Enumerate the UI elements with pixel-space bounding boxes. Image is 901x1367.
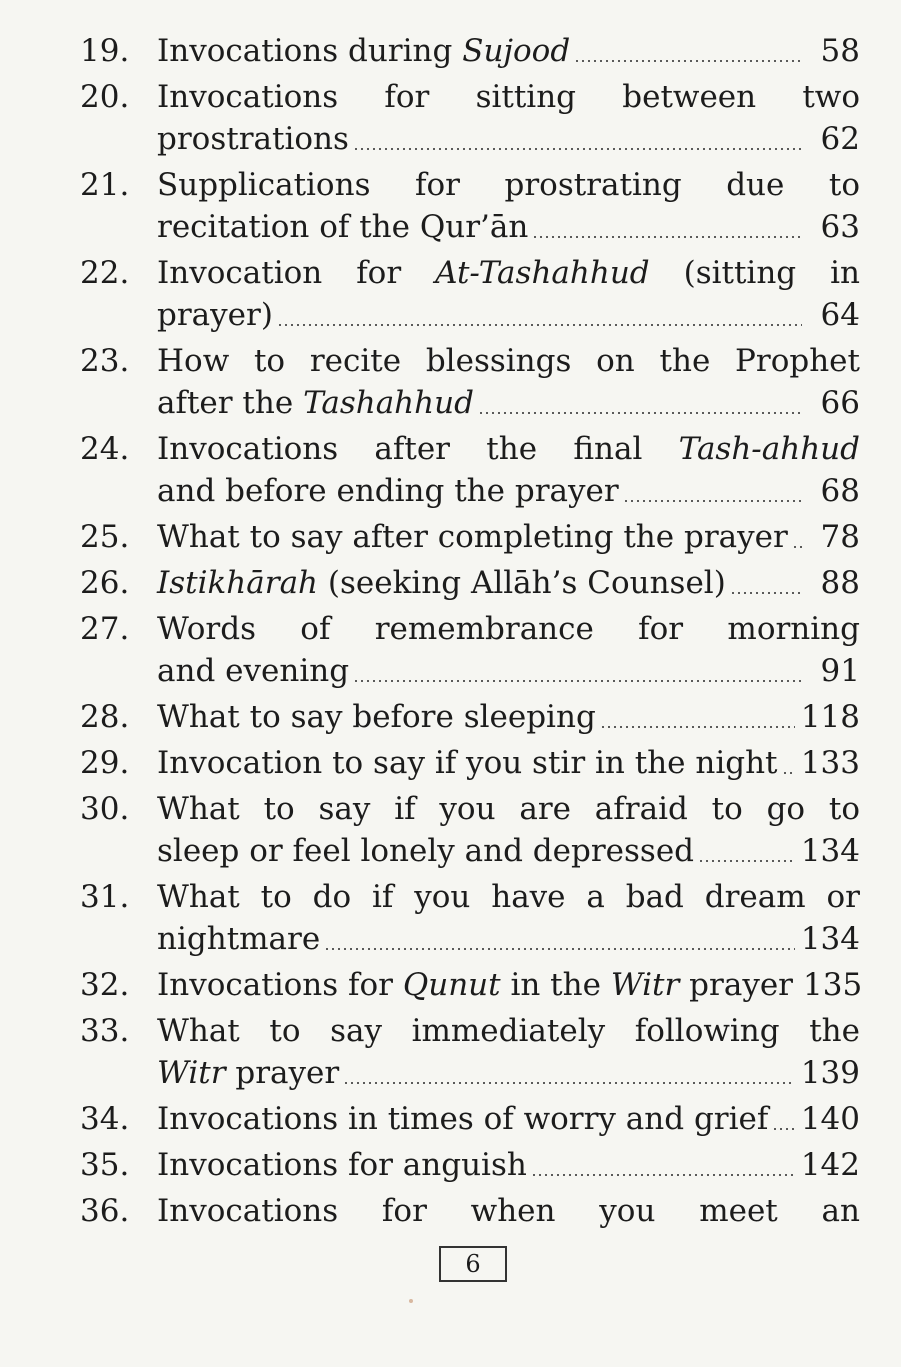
text-run: prayer xyxy=(225,1055,340,1091)
text-run: Invocations for sitting between two xyxy=(157,79,860,115)
entry-number: 31. xyxy=(80,879,130,915)
entry-page-number: 139 xyxy=(800,1055,860,1091)
entry-text xyxy=(157,343,860,379)
text-run: prostrations xyxy=(157,121,349,157)
italic-term: Qunut xyxy=(402,967,501,1003)
dot-leader xyxy=(324,948,795,950)
entry-text xyxy=(157,742,778,784)
entry-line xyxy=(157,206,860,248)
dot-leader xyxy=(478,412,802,414)
entry-number: 34. xyxy=(80,1101,130,1137)
entry-page-number: 88 xyxy=(820,565,860,601)
entry-line xyxy=(157,1052,860,1094)
entry-line xyxy=(157,382,860,424)
dot-leader xyxy=(782,772,795,774)
entry-line xyxy=(157,608,860,650)
text-run: What to do if you have a bad dream or xyxy=(157,879,860,915)
text-run: recitation of the Qur’ān xyxy=(157,209,529,245)
text-run: What to say before sleeping xyxy=(157,699,596,735)
entry-line xyxy=(157,340,860,382)
entry-number: 28. xyxy=(80,699,130,735)
entry-text xyxy=(157,791,860,827)
entry-title xyxy=(157,1098,860,1140)
text-run: Invocations during xyxy=(157,33,463,69)
entry-title xyxy=(157,608,860,692)
entry-title xyxy=(157,1190,860,1232)
entry-title xyxy=(157,428,860,512)
text-run: Invocation to say if you stir in the night xyxy=(157,745,778,781)
entry-title xyxy=(157,696,860,738)
entry-number: 20. xyxy=(80,79,130,115)
entry-page-number: 64 xyxy=(820,297,860,333)
dot-leader xyxy=(353,680,802,682)
entry-page-number: 78 xyxy=(820,519,860,555)
entry-text xyxy=(157,830,694,872)
entry-line xyxy=(157,1144,860,1186)
toc-entry[interactable] xyxy=(80,1190,860,1232)
toc-entry[interactable] xyxy=(80,696,860,738)
entry-page-number: 58 xyxy=(820,33,860,69)
entry-title xyxy=(157,340,860,424)
entry-number: 21. xyxy=(80,167,130,203)
italic-term: Witr xyxy=(610,967,680,1003)
entry-page-number: 91 xyxy=(820,653,860,689)
dot-leader xyxy=(531,1174,795,1176)
entry-page-number: 118 xyxy=(800,699,860,735)
entry-text xyxy=(157,206,528,248)
entry-text xyxy=(157,650,349,692)
entry-title xyxy=(157,164,860,248)
text-run: and before ending the prayer xyxy=(157,473,619,509)
dot-leader xyxy=(698,860,795,862)
paper-speck xyxy=(409,1299,413,1303)
entry-line xyxy=(157,76,860,118)
entry-line xyxy=(157,118,860,160)
italic-term: Tashahhud xyxy=(303,385,474,421)
dot-leader xyxy=(353,148,802,150)
entry-title xyxy=(157,1010,860,1094)
entry-title xyxy=(157,964,862,1006)
text-run: prayer) xyxy=(157,297,273,333)
entry-text xyxy=(157,1013,860,1049)
entry-line xyxy=(157,516,860,558)
entry-line xyxy=(157,1098,860,1140)
entry-line xyxy=(157,964,862,1006)
entry-text xyxy=(157,118,349,160)
entry-text xyxy=(157,1098,768,1140)
entry-line xyxy=(157,742,860,784)
entry-text xyxy=(157,167,860,203)
entry-number: 19. xyxy=(80,33,130,69)
entry-number: 24. xyxy=(80,431,130,467)
toc-entry[interactable] xyxy=(80,428,860,512)
toc-entry[interactable] xyxy=(80,252,860,336)
entry-line xyxy=(157,876,860,918)
entry-title xyxy=(157,516,860,558)
entry-text xyxy=(157,30,570,72)
text-run: Invocations for when you meet an xyxy=(157,1193,860,1229)
table-of-contents xyxy=(80,30,863,1232)
toc-entry[interactable] xyxy=(80,1098,860,1140)
entry-title xyxy=(157,1144,860,1186)
entry-page-number: 68 xyxy=(820,473,860,509)
entry-text xyxy=(157,431,860,467)
entry-number: 29. xyxy=(80,745,130,781)
dot-leader xyxy=(600,726,795,728)
dot-leader xyxy=(574,60,802,62)
entry-page-number: 133 xyxy=(800,745,860,781)
entry-text xyxy=(157,1144,527,1186)
entry-text xyxy=(157,918,320,960)
dot-leader xyxy=(792,546,802,548)
entry-title xyxy=(157,30,860,72)
toc-entry[interactable] xyxy=(80,1010,860,1094)
entry-text xyxy=(157,255,860,291)
dot-leader xyxy=(532,236,802,238)
entry-page-number: 62 xyxy=(820,121,860,157)
dot-leader xyxy=(772,1128,794,1130)
dot-leader xyxy=(343,1082,795,1084)
toc-entry[interactable] xyxy=(80,608,860,692)
text-run: prayer xyxy=(679,967,794,1003)
entry-line xyxy=(157,696,860,738)
toc-entry[interactable] xyxy=(80,76,860,160)
entry-line xyxy=(157,1010,860,1052)
entry-number: 33. xyxy=(80,1013,130,1049)
entry-text xyxy=(157,611,860,647)
text-run: (seeking Allāh’s Counsel) xyxy=(318,565,726,601)
entry-line xyxy=(157,428,860,470)
entry-title xyxy=(157,742,860,784)
text-run: What to say immediately following the xyxy=(157,1013,860,1049)
entry-line xyxy=(157,470,860,512)
toc-entry[interactable] xyxy=(80,742,860,784)
entry-text xyxy=(157,964,793,1006)
toc-entry[interactable] xyxy=(80,340,860,424)
entry-text xyxy=(157,1052,339,1094)
italic-term: Tash-ahhud xyxy=(678,431,860,467)
entry-number: 27. xyxy=(80,611,130,647)
dot-leader xyxy=(730,592,802,594)
entry-line xyxy=(157,650,860,692)
toc-entry[interactable] xyxy=(80,788,860,872)
entry-page-number: 142 xyxy=(800,1147,860,1183)
dot-leader xyxy=(277,324,802,326)
entry-text xyxy=(157,382,474,424)
entry-text xyxy=(157,879,860,915)
entry-text xyxy=(157,79,860,115)
entry-number: 35. xyxy=(80,1147,130,1183)
text-run: and evening xyxy=(157,653,350,689)
text-run: What to say if you are afraid to go to xyxy=(157,791,860,827)
entry-text xyxy=(157,294,273,336)
entry-page-number: 134 xyxy=(800,833,860,869)
entry-line xyxy=(157,1190,860,1232)
italic-term: Istikhārah xyxy=(157,565,319,601)
entry-text xyxy=(157,696,596,738)
text-run: What to say after completing the prayer xyxy=(157,519,788,555)
entry-number: 25. xyxy=(80,519,130,555)
entry-page-number: 134 xyxy=(800,921,860,957)
entry-line xyxy=(157,830,860,872)
entry-line xyxy=(157,562,860,604)
toc-entry[interactable] xyxy=(80,164,860,248)
toc-entry[interactable] xyxy=(80,562,860,604)
entry-text xyxy=(157,470,619,512)
entry-title xyxy=(157,562,860,604)
toc-entry[interactable] xyxy=(80,876,860,960)
toc-entry[interactable] xyxy=(80,516,860,558)
entry-text xyxy=(157,562,726,604)
entry-page-number: 63 xyxy=(820,209,860,245)
entry-title xyxy=(157,76,860,160)
entry-title xyxy=(157,252,860,336)
text-run: Invocations for anguish xyxy=(157,1147,527,1183)
entry-line xyxy=(157,30,860,72)
entry-line xyxy=(157,294,860,336)
toc-entry[interactable] xyxy=(80,964,863,1006)
entry-title xyxy=(157,788,860,872)
entry-page-number: 66 xyxy=(820,385,860,421)
entry-line xyxy=(157,252,860,294)
entry-number: 22. xyxy=(80,255,130,291)
text-run: Words of remembrance for morning xyxy=(157,611,860,647)
toc-entry[interactable] xyxy=(80,1144,860,1186)
entry-line xyxy=(157,164,860,206)
italic-term: Witr xyxy=(157,1055,226,1091)
entry-line xyxy=(157,788,860,830)
entry-page-number: 135 xyxy=(803,967,863,1003)
text-run: sleep or feel lonely and depressed xyxy=(157,833,695,869)
italic-term: At-Tashahhud xyxy=(435,255,650,291)
text-run: nightmare xyxy=(157,921,321,957)
entry-page-number: 140 xyxy=(800,1101,860,1137)
italic-term: Sujood xyxy=(462,33,571,69)
text-run: Invocations after the final xyxy=(157,431,679,467)
page-number: 6 xyxy=(439,1246,507,1282)
entry-text xyxy=(157,1193,860,1229)
text-run: after the xyxy=(157,385,304,421)
entry-number: 32. xyxy=(80,967,130,1003)
entry-number: 36. xyxy=(80,1193,130,1229)
entry-number: 30. xyxy=(80,791,130,827)
entry-number: 26. xyxy=(80,565,130,601)
entry-title xyxy=(157,876,860,960)
entry-number: 23. xyxy=(80,343,130,379)
text-run: Invocation for xyxy=(157,255,436,291)
dot-leader xyxy=(623,500,802,502)
text-run: in the xyxy=(500,967,611,1003)
toc-entry[interactable] xyxy=(80,30,860,72)
text-run: Supplications for prostrating due to xyxy=(157,167,860,203)
text-run: How to recite blessings on the Prophet xyxy=(157,343,860,379)
entry-line xyxy=(157,918,860,960)
text-run: Invocations in times of worry and grief xyxy=(157,1101,769,1137)
text-run: Invocations for xyxy=(157,967,403,1003)
entry-text xyxy=(157,516,788,558)
text-run: (sitting in xyxy=(649,255,860,291)
